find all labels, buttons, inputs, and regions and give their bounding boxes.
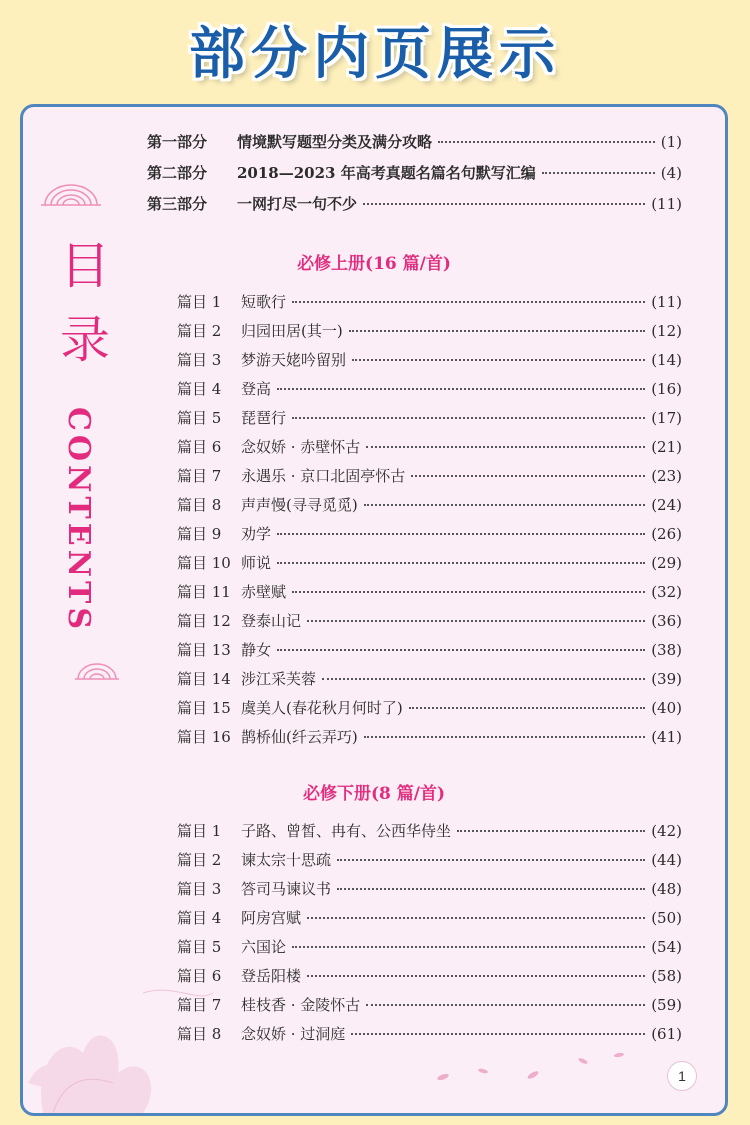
part-title: 2018—2023 年高考真题名篇名句默写汇编 [237,164,536,182]
item-label: 篇目 1 [177,822,222,840]
leader-dots [411,475,645,477]
toc-item-row[interactable] [177,320,682,341]
item-label: 篇目 5 [177,938,222,956]
item-label: 篇目 5 [177,409,222,427]
item-label: 篇目 15 [177,699,231,717]
leader-dots [277,388,645,390]
item-title: 阿房宫赋 [241,909,302,927]
leader-dots [277,533,645,535]
toc-part-row[interactable] [147,162,682,183]
toc-item-row[interactable] [177,349,682,370]
banner-title: 部分内页展示 [189,22,561,87]
toc-item-row[interactable] [177,494,682,515]
item-page: (42) [651,822,682,840]
leader-dots [366,446,645,448]
item-label: 篇目 6 [177,438,222,456]
section-heading-lower: 必修下册(8 篇/首) [302,784,446,804]
item-title: 登高 [241,380,272,398]
item-title: 登泰山记 [241,612,302,630]
toc-item-row[interactable] [177,523,682,544]
item-title: 桂枝香 · 金陵怀古 [241,996,361,1014]
leader-dots [292,591,645,593]
item-title: 涉江采芙蓉 [241,670,317,688]
item-title: 声声慢(寻寻觅觅) [241,496,358,514]
item-title: 劝学 [241,525,272,543]
item-title: 念奴娇 · 赤壁怀古 [241,438,361,456]
lotus-decoration-icon [23,933,223,1113]
item-label: 篇目 2 [177,322,222,340]
toc-item-row[interactable] [177,639,682,660]
leader-dots [307,975,645,977]
toc-item-row[interactable] [177,610,682,631]
toc-part-row[interactable] [147,193,682,214]
part-title: 情境默写题型分类及满分攻略 [237,133,433,151]
toc-item-row[interactable] [177,291,682,312]
leader-dots [292,417,645,419]
item-title: 六国论 [241,938,287,956]
item-label: 篇目 8 [177,496,222,514]
item-page: (14) [651,351,682,369]
toc-item-row[interactable] [177,581,682,602]
toc-item-row[interactable] [177,965,682,986]
leader-dots [366,1004,645,1006]
item-title: 静女 [241,641,272,659]
page-number: 1 [667,1061,697,1091]
leader-dots [337,859,645,861]
toc-item-row[interactable] [177,820,682,841]
petal-decoration-icon [423,1047,633,1087]
item-title: 谏太宗十思疏 [241,851,332,869]
contents-vertical-label: CONTENTS [61,407,96,634]
item-title: 念奴娇 · 过洞庭 [241,1025,346,1043]
item-label: 篇目 16 [177,728,231,746]
leader-dots [277,562,645,564]
item-page: (21) [651,438,682,456]
item-page: (44) [651,851,682,869]
item-page: (29) [651,554,682,572]
item-label: 篇目 3 [177,880,222,898]
item-label: 篇目 11 [177,583,231,601]
item-title: 短歌行 [241,293,287,311]
leader-dots [307,917,645,919]
item-page: (39) [651,670,682,688]
mulu-char-1: 目 [60,237,110,295]
part-page: (11) [651,195,682,213]
item-label: 篇目 14 [177,670,231,688]
item-page: (54) [651,938,682,956]
item-label: 篇目 7 [177,996,222,1014]
leader-dots [349,330,645,332]
banner [0,0,750,100]
item-label: 篇目 9 [177,525,222,543]
leader-dots [351,1033,645,1035]
leader-dots [457,830,645,832]
part-label: 第一部分 [147,133,208,151]
toc-part-row[interactable] [147,131,682,152]
part-title: 一网打尽一句不少 [237,195,358,213]
leader-dots [438,141,655,143]
toc-item-row[interactable] [177,465,682,486]
toc-item-row[interactable] [177,1023,682,1044]
item-page: (40) [651,699,682,717]
toc-item-row[interactable] [177,436,682,457]
item-title: 鹊桥仙(纤云弄巧) [241,728,358,746]
toc-item-row[interactable] [177,994,682,1015]
item-page: (17) [651,409,682,427]
item-page: (38) [651,641,682,659]
part-label: 第二部分 [147,164,208,182]
leader-dots [363,203,645,205]
item-title: 琵琶行 [241,409,287,427]
item-page: (50) [651,909,682,927]
item-label: 篇目 12 [177,612,231,630]
toc-item-row[interactable] [177,668,682,689]
item-page: (59) [651,996,682,1014]
mulu-char-2: 录 [60,311,110,369]
item-label: 篇目 10 [177,554,231,572]
item-label: 篇目 13 [177,641,231,659]
item-page: (58) [651,967,682,985]
leader-dots [292,946,645,948]
item-page: (32) [651,583,682,601]
item-label: 篇目 1 [177,293,222,311]
item-title: 登岳阳楼 [241,967,302,985]
toc-item-row[interactable] [177,907,682,928]
item-label: 篇目 2 [177,851,222,869]
leader-dots [277,649,645,651]
toc-item-row[interactable] [177,697,682,718]
item-title: 归园田居(其一) [241,322,343,340]
item-label: 篇目 3 [177,351,222,369]
item-label: 篇目 4 [177,909,222,927]
item-page: (23) [651,467,682,485]
item-title: 虞美人(春花秋月何时了) [241,699,403,717]
item-page: (11) [651,293,682,311]
toc-page [20,104,728,1116]
item-title: 师说 [241,554,272,572]
item-page: (24) [651,496,682,514]
item-title: 永遇乐 · 京口北固亭怀古 [241,467,406,485]
leader-dots [337,888,645,890]
toc-item-row[interactable] [177,849,682,870]
item-page: (16) [651,380,682,398]
item-label: 篇目 8 [177,1025,222,1043]
cloud-ornament-icon [41,181,101,207]
leader-dots [307,620,645,622]
item-page: (48) [651,880,682,898]
part-page: (1) [660,133,682,151]
leader-dots [292,301,645,303]
cloud-ornament-icon [75,661,119,681]
item-page: (26) [651,525,682,543]
item-label: 篇目 4 [177,380,222,398]
item-title: 子路、曾皙、冉有、公西华侍坐 [241,822,452,840]
item-label: 篇目 6 [177,967,222,985]
item-label: 篇目 7 [177,467,222,485]
toc-item-row[interactable] [177,878,682,899]
item-page: (41) [651,728,682,746]
toc-item-row[interactable] [177,726,682,747]
leader-dots [352,359,645,361]
section-heading-upper: 必修上册(16 篇/首) [297,254,451,274]
toc-item-row[interactable] [177,407,682,428]
part-label: 第三部分 [147,195,208,213]
item-title: 赤壁赋 [241,583,287,601]
leader-dots [542,172,655,174]
toc-item-row[interactable] [177,936,682,957]
leader-dots [409,707,645,709]
part-page: (4) [660,164,682,182]
toc-item-row[interactable] [177,378,682,399]
leader-dots [364,736,645,738]
item-page: (36) [651,612,682,630]
item-title: 答司马谏议书 [241,880,332,898]
item-page: (12) [651,322,682,340]
leader-dots [364,504,645,506]
item-page: (61) [651,1025,682,1043]
toc-item-row[interactable] [177,552,682,573]
item-title: 梦游天姥吟留别 [241,351,347,369]
leader-dots [322,678,645,680]
